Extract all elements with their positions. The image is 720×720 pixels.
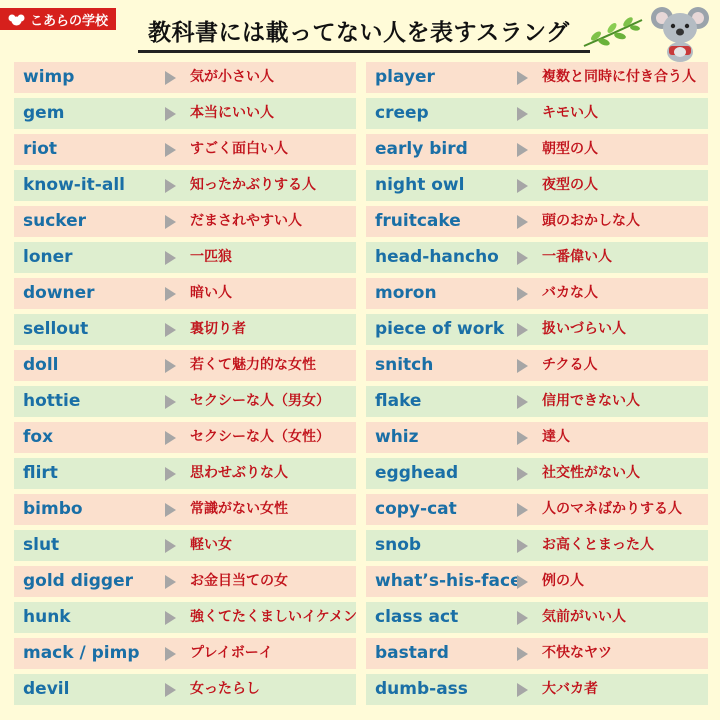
triangle-right-icon: [517, 179, 528, 193]
table-row: [14, 638, 356, 669]
table-row: [366, 638, 708, 669]
slang-word: moron: [375, 283, 437, 303]
slang-word: wimp: [23, 67, 75, 87]
page-title: 教科書には載ってない人を表すスラング: [148, 20, 570, 46]
slang-word: class act: [375, 607, 459, 627]
triangle-right-icon: [165, 575, 176, 589]
slang-meaning: 思わせぶりな人: [190, 465, 288, 481]
triangle-right-icon: [517, 503, 528, 517]
koala-mascot-icon: [648, 2, 712, 62]
slang-meaning: 社交性がない人: [542, 465, 640, 481]
slang-meaning: 本当にいい人: [190, 105, 274, 121]
slang-word: night owl: [375, 175, 465, 195]
table-row: [14, 674, 356, 705]
slang-word: gold digger: [23, 571, 134, 591]
slang-meaning: お金目当ての女: [190, 573, 288, 589]
slang-meaning: セクシーな人（男女）: [190, 393, 330, 409]
slang-meaning: 複数と同時に付き合う人: [542, 69, 696, 85]
table-row: [14, 62, 356, 93]
triangle-right-icon: [165, 467, 176, 481]
slang-meaning: 裏切り者: [190, 321, 246, 337]
table-row: [366, 278, 708, 309]
table-row: [366, 134, 708, 165]
slang-word: copy-cat: [375, 499, 457, 519]
table-row: [366, 350, 708, 381]
triangle-right-icon: [517, 71, 528, 85]
triangle-right-icon: [165, 287, 176, 301]
table-row: [14, 350, 356, 381]
triangle-right-icon: [165, 179, 176, 193]
table-row: [14, 602, 356, 633]
table-row: [366, 494, 708, 525]
slang-meaning: 大バカ者: [542, 681, 598, 697]
slang-meaning: 夜型の人: [542, 177, 598, 193]
slang-word: bastard: [375, 643, 449, 663]
slang-word: what’s-his-face: [375, 571, 522, 591]
triangle-right-icon: [517, 107, 528, 121]
slang-word: gem: [23, 103, 65, 123]
slang-word: loner: [23, 247, 73, 267]
triangle-right-icon: [517, 251, 528, 265]
table-row: [366, 530, 708, 561]
triangle-right-icon: [517, 683, 528, 697]
slang-word: fruitcake: [375, 211, 461, 231]
triangle-right-icon: [165, 251, 176, 265]
triangle-right-icon: [517, 647, 528, 661]
table-row: [366, 314, 708, 345]
triangle-right-icon: [165, 215, 176, 229]
slang-word: downer: [23, 283, 95, 303]
triangle-right-icon: [517, 287, 528, 301]
slang-meaning: 常識がない女性: [190, 501, 288, 517]
table-row: [14, 530, 356, 561]
slang-word: riot: [23, 139, 58, 159]
triangle-right-icon: [517, 575, 528, 589]
table-row: [366, 458, 708, 489]
table-row: [14, 134, 356, 165]
slang-word: head-hancho: [375, 247, 499, 267]
triangle-right-icon: [517, 143, 528, 157]
slang-meaning: 女ったらし: [190, 681, 260, 697]
slang-meaning: 気前がいい人: [542, 609, 626, 625]
triangle-right-icon: [517, 323, 528, 337]
table-row: [14, 494, 356, 525]
slang-meaning: 若くて魅力的な女性: [190, 357, 316, 373]
table-row: [14, 314, 356, 345]
triangle-right-icon: [165, 395, 176, 409]
slang-word: snitch: [375, 355, 434, 375]
slang-word: bimbo: [23, 499, 83, 519]
triangle-right-icon: [165, 107, 176, 121]
slang-meaning: 信用できない人: [542, 393, 640, 409]
slang-meaning: プレイボーイ: [190, 645, 273, 661]
slang-meaning: キモい人: [542, 105, 598, 121]
slang-word: know-it-all: [23, 175, 125, 195]
slang-word: sellout: [23, 319, 89, 339]
table-row: [366, 602, 708, 633]
table-row: [366, 674, 708, 705]
slang-word: flake: [375, 391, 422, 411]
slang-meaning: 扱いづらい人: [542, 321, 626, 337]
slang-word: flirt: [23, 463, 58, 483]
slang-word: player: [375, 67, 435, 87]
triangle-right-icon: [517, 431, 528, 445]
slang-word: whiz: [375, 427, 419, 447]
table-row: [14, 422, 356, 453]
slang-meaning: 知ったかぶりする人: [190, 177, 316, 193]
slang-word: doll: [23, 355, 59, 375]
slang-meaning: 頭のおかしな人: [542, 213, 640, 229]
slang-word: devil: [23, 679, 70, 699]
slang-meaning: セクシーな人（女性）: [190, 429, 330, 445]
slang-word: early bird: [375, 139, 468, 159]
table-row: [14, 278, 356, 309]
slang-word: egghead: [375, 463, 459, 483]
table-row: [14, 242, 356, 273]
leaf-branch-icon: [582, 14, 644, 50]
table-row: [366, 206, 708, 237]
triangle-right-icon: [165, 683, 176, 697]
triangle-right-icon: [165, 647, 176, 661]
triangle-right-icon: [517, 539, 528, 553]
table-row: [366, 98, 708, 129]
slang-meaning: お高くとまった人: [542, 537, 654, 553]
slang-meaning: チクる人: [542, 357, 598, 373]
triangle-right-icon: [165, 503, 176, 517]
slang-word: piece of work: [375, 319, 505, 339]
triangle-right-icon: [165, 611, 176, 625]
triangle-right-icon: [165, 539, 176, 553]
slang-word: hottie: [23, 391, 81, 411]
slang-word: dumb-ass: [375, 679, 468, 699]
table-row: [366, 422, 708, 453]
table-row: [366, 566, 708, 597]
slang-meaning: 気が小さい人: [190, 69, 274, 85]
table-row: [366, 242, 708, 273]
triangle-right-icon: [165, 71, 176, 85]
slang-word: snob: [375, 535, 422, 555]
triangle-right-icon: [165, 143, 176, 157]
slang-meaning: 軽い女: [190, 537, 232, 553]
koala-head-icon: [8, 13, 25, 26]
slang-meaning: すごく面白い人: [190, 141, 288, 157]
slang-meaning: 一番偉い人: [542, 249, 612, 265]
slang-meaning: 暗い人: [190, 285, 232, 301]
header: [0, 0, 720, 58]
triangle-right-icon: [517, 359, 528, 373]
slang-meaning: だまされやすい人: [190, 213, 302, 229]
slang-meaning: 一匹狼: [190, 249, 232, 265]
slang-meaning: 強くてたくましいイケメン: [190, 609, 358, 625]
slang-word: sucker: [23, 211, 87, 231]
table-row: [366, 62, 708, 93]
triangle-right-icon: [517, 467, 528, 481]
triangle-right-icon: [165, 431, 176, 445]
triangle-right-icon: [517, 215, 528, 229]
brand-badge: [0, 8, 116, 30]
table-row: [14, 170, 356, 201]
slang-meaning: バカな人: [542, 285, 598, 301]
slang-meaning: 朝型の人: [542, 141, 598, 157]
table-row: [14, 98, 356, 129]
table-row: [366, 170, 708, 201]
slang-word: mack / pimp: [23, 643, 140, 663]
triangle-right-icon: [165, 323, 176, 337]
table-row: [14, 206, 356, 237]
slang-meaning: 人のマネばかりする人: [542, 501, 682, 517]
table-row: [14, 458, 356, 489]
slang-word: slut: [23, 535, 60, 555]
triangle-right-icon: [517, 395, 528, 409]
slang-meaning: 達人: [542, 429, 570, 445]
slang-word: creep: [375, 103, 429, 123]
brand-label: こあらの学校: [30, 13, 109, 29]
slang-word: fox: [23, 427, 54, 447]
table-row: [14, 566, 356, 597]
slang-meaning: 不快なヤツ: [542, 645, 612, 661]
triangle-right-icon: [165, 359, 176, 373]
table-row: [14, 386, 356, 417]
triangle-right-icon: [517, 611, 528, 625]
title-underline: [138, 50, 590, 53]
table-row: [366, 386, 708, 417]
slang-word: hunk: [23, 607, 71, 627]
slang-meaning: 例の人: [542, 573, 584, 589]
